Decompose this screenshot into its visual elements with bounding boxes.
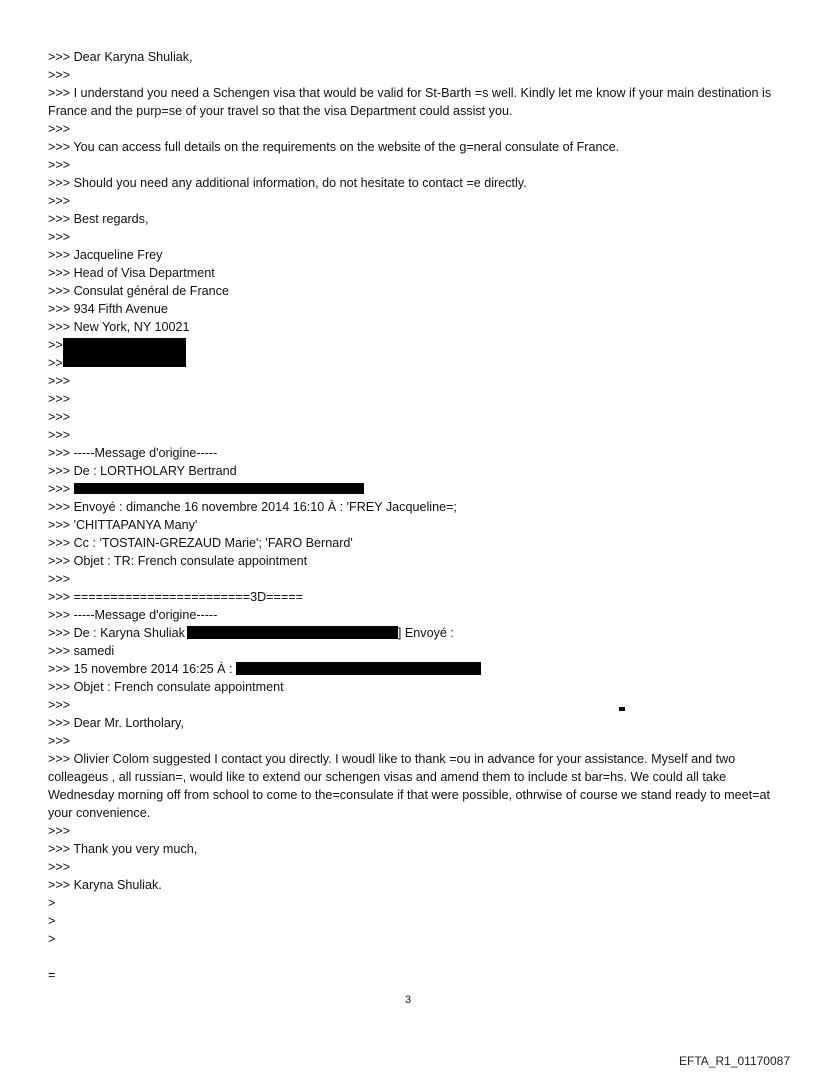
email-line: >>> xyxy=(48,410,71,424)
email-line: >>> xyxy=(48,824,71,838)
from-name: >>> De : Karyna Shuliak xyxy=(48,626,185,640)
sent-day: >>> samedi xyxy=(48,644,115,658)
redacted-contact-block xyxy=(48,336,772,372)
email-line: >>> xyxy=(48,572,71,586)
email-line: = xyxy=(48,968,56,982)
email-body xyxy=(48,48,772,984)
forward-header: >>> -----Message d'origine----- xyxy=(48,608,218,622)
sent-date: >>> 15 novembre 2014 16:25 À : xyxy=(48,662,233,676)
email-line: >>> xyxy=(48,122,71,136)
email-line: >> xyxy=(48,338,63,352)
sent-label: ] Envoyé : xyxy=(397,626,454,640)
redaction-box xyxy=(187,626,398,639)
email-line: >>> xyxy=(48,860,71,874)
email-line: >>> xyxy=(48,428,71,442)
from-line xyxy=(48,624,772,642)
signature-title: >>> Head of Visa Department xyxy=(48,266,215,280)
sent-line: >>> Envoyé : dimanche 16 novembre 2014 16:10 À : 'FREY Jacqueline=; xyxy=(48,500,457,514)
email-line: >>> xyxy=(48,158,71,172)
email-line: >>> xyxy=(48,734,71,748)
document-id: EFTA_R1_01170087 xyxy=(679,1054,790,1068)
email-line: >>> xyxy=(48,374,71,388)
redaction-box xyxy=(74,483,364,494)
cc-line: >>> Cc : 'TOSTAIN-GREZAUD Marie'; 'FARO Bernard' xyxy=(48,536,353,550)
email-line: >>> xyxy=(48,230,71,244)
from-line: >>> De : LORTHOLARY Bertrand xyxy=(48,464,237,478)
email-line: >>> xyxy=(48,68,71,82)
blank-line xyxy=(48,948,772,966)
redaction-box xyxy=(236,662,481,675)
to-line: >>> 'CHITTAPANYA Many' xyxy=(48,518,198,532)
email-line: >>> xyxy=(48,392,71,406)
email-line: > xyxy=(48,896,56,910)
email-line: > xyxy=(48,932,56,946)
subject-line: >>> Objet : French consulate appointment xyxy=(48,680,284,694)
email-line: >> xyxy=(48,356,63,370)
page-number: 3 xyxy=(404,994,412,1006)
signature-org: >>> Consulat général de France xyxy=(48,284,229,298)
sender-signature: >>> Karyna Shuliak. xyxy=(48,878,162,892)
forward-header: >>> -----Message d'origine----- xyxy=(48,446,218,460)
stray-mark xyxy=(619,707,625,711)
salutation: >>> Dear Mr. Lortholary, xyxy=(48,716,184,730)
email-line: >>> Best regards, xyxy=(48,212,149,226)
signature-city: >>> New York, NY 10021 xyxy=(48,320,190,334)
email-line xyxy=(48,480,772,498)
email-paragraph: >>> I understand you need a Schengen visa that would be valid for St-Barth =s well. Kindly let me know if your main destination is France and the purp=se of your travel so that the visa Department could assist you. xyxy=(48,86,772,118)
email-line: >>> xyxy=(48,194,71,208)
email-prefix: >>> xyxy=(48,482,71,496)
subject-line: >>> Objet : TR: French consulate appointment xyxy=(48,554,308,568)
email-line: >>> You can access full details on the requirements on the website of the g=neral consulate of France. xyxy=(48,140,620,154)
email-paragraph: >>> Olivier Colom suggested I contact you directly. I woudl like to thank =ou in advance for your assistance. Myself and two colleageus , all russian=, would like to extend our schengen visas and amend them to include st bar=hs. We could all take Wednesday morning off from school to come to the=consulate if that were possible, othrwise of course we stand ready to meet=at your convenience. xyxy=(48,752,770,820)
closing: >>> Thank you very much, xyxy=(48,842,198,856)
email-line: > xyxy=(48,914,56,928)
signature-name: >>> Jacqueline Frey xyxy=(48,248,163,262)
signature-address: >>> 934 Fifth Avenue xyxy=(48,302,168,316)
email-line: >>> Should you need any additional information, do not hesitate to contact =e directly. xyxy=(48,176,527,190)
email-line: >>> xyxy=(48,698,71,712)
email-line: >>> Dear Karyna Shuliak, xyxy=(48,50,193,64)
separator-line: >>> ========================3D===== xyxy=(48,590,303,604)
redaction-box xyxy=(63,338,186,367)
sent-date-line xyxy=(48,660,772,678)
